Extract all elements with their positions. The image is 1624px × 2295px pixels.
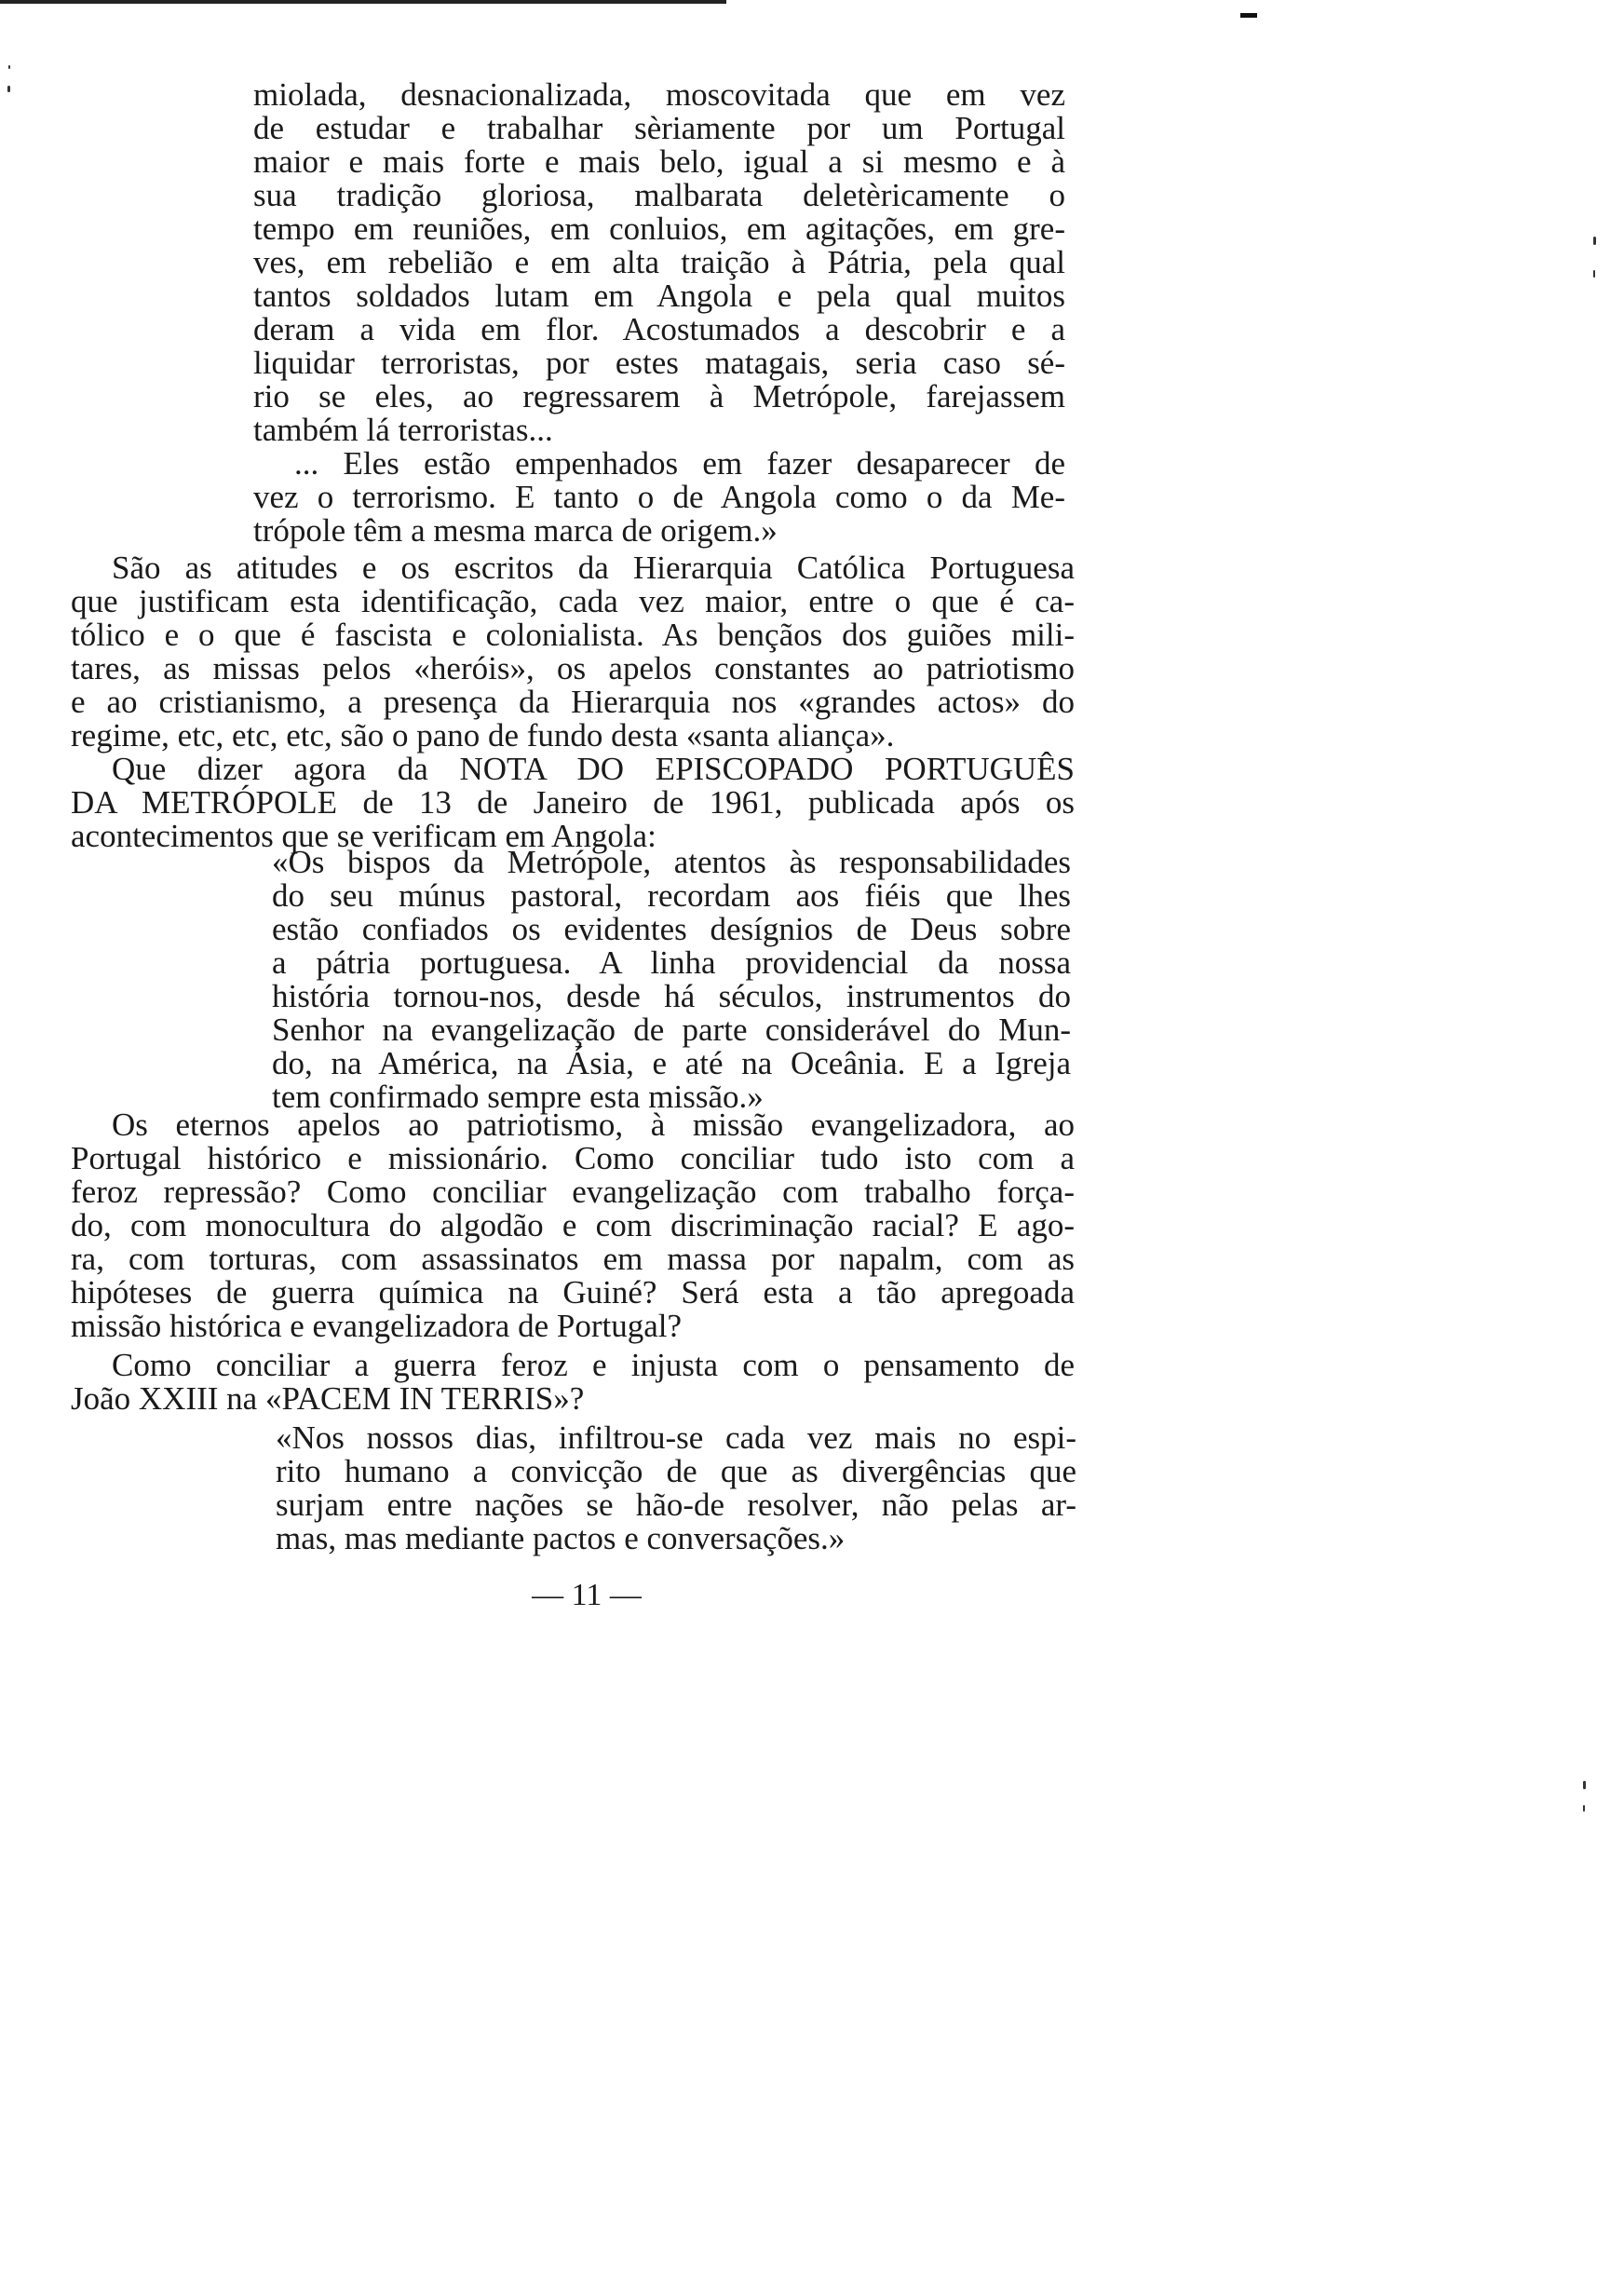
text-line: ves, em rebelião e em alta traição à Pátria, pela qual — [253, 244, 1065, 280]
text-line: do, na América, na Ásia, e até na Oceânia. E a Igreja — [272, 1045, 1071, 1081]
quote-block-1 — [253, 78, 1065, 548]
text-line: também lá terroristas... — [253, 412, 553, 448]
text-line: rito humano a convicção de que as divergências que — [276, 1453, 1076, 1489]
text-line: vez o terrorismo. E tanto o de Angola como o da Me- — [253, 479, 1065, 515]
scan-speck — [7, 86, 10, 92]
text-line: Como conciliar a guerra feroz e injusta com o pensamento de — [112, 1347, 1075, 1383]
text-line: do, com monocultura do algodão e com discriminação racial? E ago- — [71, 1207, 1075, 1243]
text-line: rio se eles, ao regressarem à Metrópole, farejassem — [253, 378, 1065, 414]
text-line: que justificam esta identificação, cada vez maior, entre o que é ca- — [71, 583, 1075, 619]
scan-mark — [1240, 13, 1257, 18]
text-line: Que dizer agora da NOTA DO EPISCOPADO PORTUGUÊS — [112, 751, 1075, 787]
text-line: e ao cristianismo, a presença da Hierarquia nos «grandes actos» do — [71, 684, 1075, 720]
text-line: «Os bispos da Metrópole, atentos às responsabilidades — [272, 844, 1071, 880]
page-number: — 11 — — [532, 1578, 642, 1612]
text-line: regime, etc, etc, etc, são o pano de fundo desta «santa aliança». — [71, 717, 895, 754]
text-line: a pátria portuguesa. A linha providencial da nossa — [272, 944, 1071, 981]
scan-speck — [1593, 237, 1596, 245]
text-line: liquidar terroristas, por estes matagais, seria caso sé- — [253, 345, 1065, 381]
paragraph-1 — [71, 551, 1075, 753]
text-line: hipóteses de guerra química na Guiné? Será esta a tão apregoada — [71, 1274, 1075, 1310]
text-line: surjam entre nações se hão-de resolver, não pelas ar- — [276, 1487, 1076, 1523]
scan-speck — [8, 65, 10, 69]
text-line: Portugal histórico e missionário. Como conciliar tudo isto com a — [71, 1140, 1075, 1176]
text-line: João XXIII na «PACEM IN TERRIS»? — [71, 1380, 585, 1417]
text-line: história tornou-nos, desde há séculos, instrumentos do — [272, 978, 1071, 1014]
paragraph-2 — [71, 753, 1075, 853]
text-line: trópole têm a mesma marca de origem.» — [253, 512, 778, 549]
text-line: miolada, desnacionalizada, moscovitada que em vez — [253, 76, 1065, 113]
text-line: tólico e o que é fascista e colonialista. As bençãos dos guiões mili- — [71, 617, 1075, 653]
quote-block-2 — [272, 846, 1071, 1114]
text-line: deram a vida em flor. Acostumados a descobrir e a — [253, 311, 1065, 347]
text-line: estão confiados os evidentes desígnios de Deus sobre — [272, 911, 1071, 947]
text-line: «Nos nossos dias, infiltrou-se cada vez mais no espi- — [276, 1419, 1076, 1456]
text-line: tem confirmado sempre esta missão.» — [272, 1079, 764, 1115]
text-line: São as atitudes e os escritos da Hierarquia Católica Portuguesa — [112, 550, 1075, 586]
scan-top-rule — [0, 0, 726, 4]
text-line: de estudar e trabalhar sèriamente por um Portugal — [253, 110, 1065, 146]
text-line: ra, com torturas, com assassinatos em massa por napalm, com as — [71, 1241, 1075, 1277]
text-line: missão histórica e evangelizadora de Portugal? — [71, 1308, 683, 1344]
scan-speck — [1593, 270, 1595, 278]
text-line: maior e mais forte e mais belo, igual a si mesmo e à — [253, 143, 1065, 180]
text-line: tantos soldados lutam em Angola e pela qual muitos — [253, 278, 1065, 314]
quote-block-3 — [276, 1421, 1076, 1555]
text-line: tares, as missas pelos «heróis», os apelos constantes ao patriotismo — [71, 650, 1075, 686]
paragraph-3 — [71, 1108, 1075, 1343]
text-line: do seu múnus pastoral, recordam aos fiéis que lhes — [272, 877, 1071, 914]
text-line: Os eternos apelos ao patriotismo, à missão evangelizadora, ao — [112, 1107, 1075, 1143]
text-line: ... Eles estão empenhados em fazer desaparecer de — [294, 445, 1065, 482]
scan-speck — [1583, 1781, 1586, 1789]
text-line: mas, mas mediante pactos e conversações.» — [276, 1520, 846, 1556]
text-line: sua tradição gloriosa, malbarata deletèricamente o — [253, 177, 1065, 213]
text-line: feroz repressão? Como conciliar evangelização com trabalho força- — [71, 1174, 1075, 1210]
text-line: Senhor na evangelização de parte considerável do Mun- — [272, 1012, 1071, 1048]
paragraph-4 — [71, 1349, 1075, 1416]
scan-speck — [1583, 1805, 1585, 1812]
text-line: tempo em reuniões, em conluios, em agitações, em gre- — [253, 210, 1065, 247]
text-line: DA METRÓPOLE de 13 de Janeiro de 1961, publicada após os — [71, 784, 1075, 821]
text-line: acontecimentos que se verificam em Angola: — [71, 818, 656, 854]
